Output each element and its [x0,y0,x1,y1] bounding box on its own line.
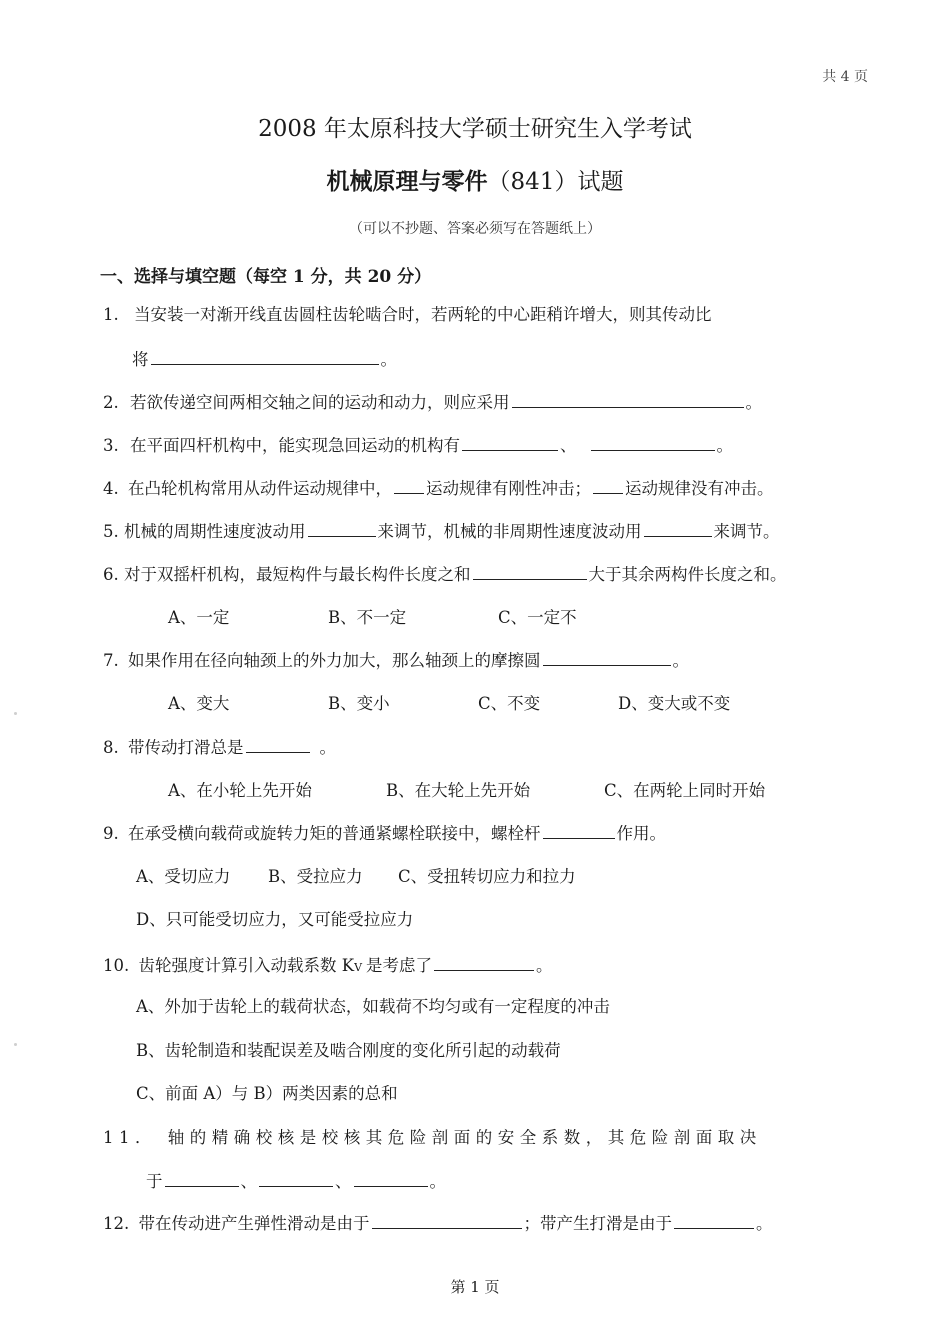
exam-subject-title [0,163,950,196]
option-a: A、在小轮上先开始 [168,781,312,800]
answer-blank [462,449,558,451]
question-text: 如果作用在径向轴颈上的外力加大，那么轴颈上的摩擦圆 [128,651,541,670]
answer-blank [593,492,623,494]
scan-speck [14,712,17,715]
question-8 [103,740,336,757]
question-number: 10. [103,956,130,975]
question-text: 在承受横向载荷或旋转力矩的普通紧螺栓联接中，螺栓杆 [128,824,541,843]
question-end: 。 [536,956,553,975]
answer-blank [434,969,534,971]
question-text: 作用。 [616,824,666,843]
question-6-options [168,610,577,627]
answer-blank [543,664,671,666]
answer-blank [372,1227,522,1229]
blank-separator: 、 [335,1172,352,1191]
question-number: 6. [103,565,119,584]
question-text: 对于双摇杆机构，最短构件与最长构件长度之和 [124,565,471,584]
question-9-options-row1 [136,869,576,886]
question-number: 9. [103,824,119,843]
question-text: 是考虑了 [366,956,433,975]
section-heading: 一、选择与填空题（每空 1 分，共 20 分） [100,267,432,287]
option-c: C、在两轮上同时开始 [604,781,766,800]
option-a: A、一定 [168,608,230,627]
question-9-options-row2 [136,912,413,929]
question-text: 机械的周期性速度波动用 [124,522,306,541]
question-text: 若欲传递空间两相交轴之间的运动和动力，则应采用 [130,393,510,412]
question-1-cont [132,352,397,369]
question-9 [103,826,666,843]
option-c: C、不变 [478,694,541,713]
question-text: 运动规律没有冲击。 [625,479,774,498]
question-7 [103,653,689,670]
question-text: 带在传动进产生弹性滑动是由于 [138,1214,370,1233]
subscript-v: V [354,961,363,974]
question-text: 于 [146,1172,163,1191]
subject-code: （841） [487,169,578,195]
subject-suffix: 试题 [577,169,624,195]
question-end: 。 [429,1172,446,1191]
total-pages-label: 共 4 页 [822,69,868,85]
question-number: 12. [103,1214,130,1233]
question-5 [103,524,780,541]
answer-blank [246,751,310,753]
question-text: 来调节，机械的非周期性速度波动用 [377,522,642,541]
answer-blank [354,1185,428,1187]
question-number: 5. [103,522,119,541]
question-end: 。 [380,350,397,369]
answer-blank [165,1185,239,1187]
question-text: 大于其余两构件长度之和。 [588,565,787,584]
option-c: C、受扭转切应力和拉力 [398,867,576,886]
question-text: 运动规律有刚性冲击； [426,479,591,498]
question-text: 在凸轮机构常用从动件运动规律中， [128,479,392,498]
answer-blank [512,406,744,408]
answer-blank [543,837,615,839]
option-c: C、一定不 [498,608,577,627]
question-number: 4. [103,479,119,498]
option-b: B、变小 [328,694,390,713]
question-number: 1. [103,305,119,324]
option-d: D、只可能受切应力，又可能受拉应力 [136,910,414,929]
question-text: 在平面四杆机构中，能实现急回运动的机构有 [130,436,460,455]
answer-blank [591,449,715,451]
question-10 [103,958,553,975]
question-end: 。 [672,651,689,670]
answer-blank [394,492,424,494]
question-end: 。 [319,738,336,757]
question-number: 7. [103,651,119,670]
answer-blank [259,1185,333,1187]
page-number: 第 1 页 [450,1278,500,1296]
blank-separator: 、 [240,1172,257,1191]
option-d: D、变大或不变 [618,694,731,713]
option-b: B、受拉应力 [268,867,363,886]
question-number: 2. [103,393,119,412]
option-a: A、外加于齿轮上的载荷状态，如载荷不均匀或有一定程度的冲击 [136,997,610,1016]
answer-blank [473,578,587,580]
option-b: B、在大轮上先开始 [386,781,531,800]
question-text: ；带产生打滑是由于 [523,1214,672,1233]
question-end: 。 [716,436,733,455]
question-text: 来调节。 [713,522,780,541]
option-b: B、齿轮制造和装配误差及啮合刚度的变化所引起的动载荷 [136,1041,561,1060]
question-8-options [168,783,765,800]
option-a: A、受切应力 [136,867,231,886]
option-a: A、变大 [168,694,230,713]
answer-blank [674,1227,754,1229]
question-number: 3. [103,436,119,455]
scan-speck [14,1043,17,1046]
question-number: 8. [103,738,119,757]
answer-blank [308,535,376,537]
question-1 [103,307,712,324]
question-end: 。 [745,393,762,412]
answer-notice: （可以不抄题、答案必须写在答题纸上） [349,221,601,237]
question-11 [103,1130,762,1147]
option-c: C、前面 A）与 B）两类因素的总和 [136,1084,398,1103]
question-2 [103,395,762,412]
answer-blank [644,535,712,537]
question-end: 。 [756,1214,773,1233]
answer-blank [151,363,379,365]
question-text: 带传动打滑总是 [128,738,244,757]
question-text: 齿轮强度计算引入动载系数 K [138,956,355,975]
question-6 [103,567,787,584]
blank-separator: 、 [560,436,577,455]
question-3 [103,438,733,455]
exam-title: 2008 年太原科技大学硕士研究生入学考试 [258,116,692,142]
question-12 [103,1216,773,1233]
question-text: 当安装一对渐开线直齿圆柱齿轮啮合时，若两轮的中心距稍许增大，则其传动比 [134,305,712,324]
question-4 [103,481,774,498]
option-b: B、不一定 [328,608,407,627]
question-number: 11． [103,1128,157,1147]
question-11-cont [146,1174,446,1191]
subject-name: 机械原理与零件 [326,168,488,195]
question-text: 将 [132,350,149,369]
question-7-options [168,696,730,713]
question-text: 轴的精确校核是校核其危险剖面的安全系数，其危险剖面取决 [167,1128,762,1147]
